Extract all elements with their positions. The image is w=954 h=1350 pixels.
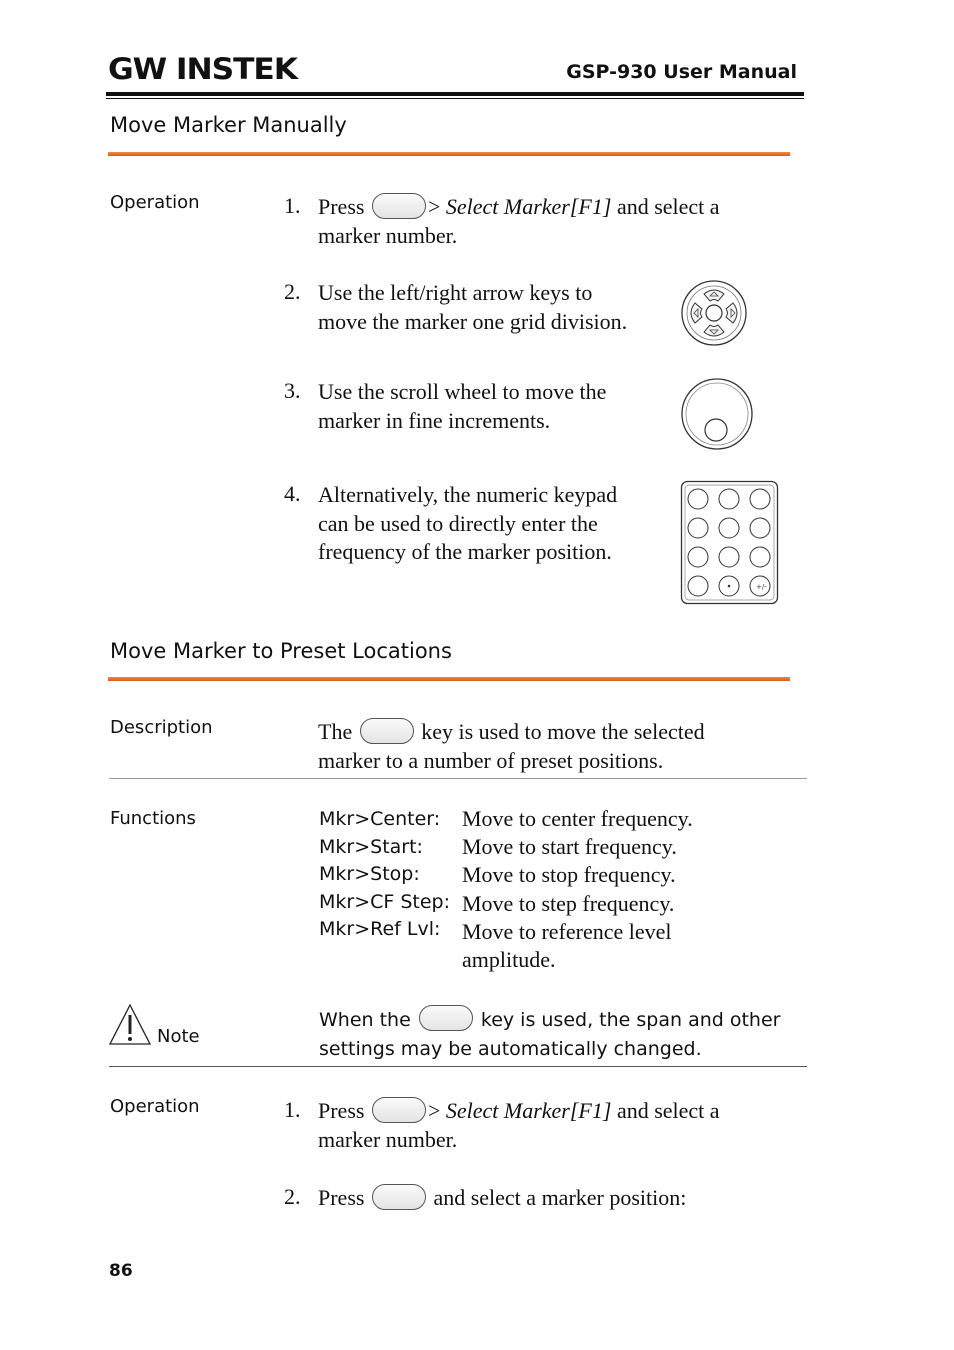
section-title-manual: Move Marker Manually (110, 113, 347, 137)
step-number: 2. (284, 1184, 301, 1209)
step-number: 4. (284, 481, 301, 506)
function-desc: Move to center frequency. (462, 806, 693, 831)
function-desc: Move to start frequency. (462, 834, 677, 860)
brand-logo: GW INSTEK (108, 52, 297, 86)
step-number: 1. (284, 1097, 301, 1122)
table-divider (109, 1066, 807, 1067)
scroll-wheel-icon (680, 378, 754, 452)
function-desc: Move to reference level (462, 918, 672, 944)
functions-label: Functions (110, 808, 196, 829)
section-divider (108, 152, 790, 156)
functions-keys (319, 806, 450, 944)
numeric-keypad-icon (680, 480, 780, 606)
function-key: Mkr>Center: (319, 808, 441, 830)
page-number: 86 (109, 1261, 133, 1281)
step-text: Press and select a marker position: (318, 1185, 687, 1210)
function-key: Mkr>Start: (319, 835, 423, 858)
operation-label: Operation (110, 1096, 200, 1117)
section-divider (108, 677, 790, 681)
step-number: 1. (284, 193, 301, 218)
function-key: Mkr>CF Step: (319, 890, 451, 913)
warning-icon (108, 1003, 152, 1047)
step-text: Alternatively, the numeric keypad can be used to directly enter the frequency of the marker position. (318, 482, 618, 564)
manual-title: GSP-930 User Manual (566, 61, 797, 83)
section-title-preset: Move Marker to Preset Locations (110, 639, 452, 663)
marker-to-key-button[interactable] (360, 718, 414, 744)
header-rule (106, 92, 804, 96)
marker-key-button[interactable] (372, 1097, 426, 1123)
function-desc: Move to stop frequency. (462, 862, 676, 888)
svg-text:+/-: +/- (756, 583, 767, 591)
step-text: Press > Select Marker[F1] and select a marker number. (318, 1098, 720, 1152)
function-desc-continued: amplitude. (462, 947, 556, 973)
note-text: When the key is used, the span and other settings may be automatically changed. (319, 1006, 789, 1064)
step-text: Press > Select Marker[F1] and select a marker number. (318, 194, 720, 248)
step-number: 2. (284, 279, 301, 304)
marker-key-button[interactable] (372, 193, 426, 219)
function-key: Mkr>Ref Lvl: (319, 918, 441, 940)
step-number: 3. (284, 378, 301, 403)
function-key: Mkr>Stop: (319, 863, 420, 885)
note-label: Note (157, 1026, 200, 1047)
header-rule-thin (106, 98, 804, 99)
marker-to-key-button[interactable] (419, 1005, 473, 1031)
operation-label: Operation (110, 192, 200, 213)
step-text: Use the scroll wheel to move the marker in fine increments. (318, 379, 607, 433)
table-divider (109, 778, 807, 779)
function-desc: Move to step frequency. (462, 890, 675, 916)
functions-descriptions (462, 805, 693, 974)
description-text: The key is used to move the selected marker to a number of preset positions. (318, 719, 705, 773)
description-label: Description (110, 717, 213, 738)
step-text: Use the left/right arrow keys to move the marker one grid division. (318, 280, 628, 334)
marker-to-key-button[interactable] (372, 1184, 426, 1210)
arrow-keys-icon (680, 280, 750, 348)
